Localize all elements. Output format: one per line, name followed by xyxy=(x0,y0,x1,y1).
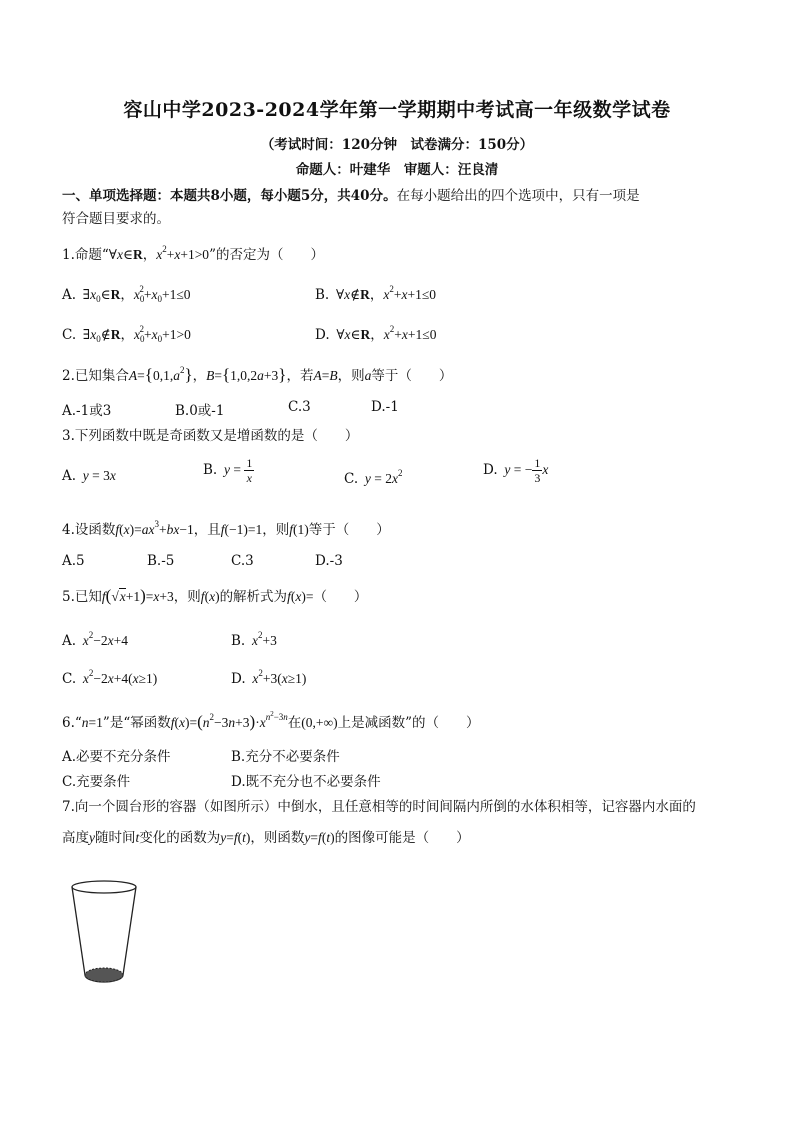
q5-prefix: 5.已知 xyxy=(62,589,102,605)
q2-then: ，则 xyxy=(337,368,365,384)
q5-mid: ，则 xyxy=(173,589,201,605)
q5-option-c: C. $x^2-2x+4(x\ge 1)$ xyxy=(62,668,158,687)
q3-option-c: C. $y = 2x^2$ xyxy=(344,468,403,487)
q1-option-c: C. $\exists x_0\notin R$，$x_0^2+x_0+1>0$ xyxy=(62,324,191,344)
option-label: A. xyxy=(62,468,77,484)
authors-line: 命题人：叶建华 审题人：汪良清 xyxy=(295,162,499,178)
q5-option-d: D. $x^2+3(x\ge 1)$ xyxy=(231,668,307,687)
q7-mid3: ，则函数 xyxy=(250,830,305,846)
q7-mid2: 变化的函数为 xyxy=(139,830,221,846)
q1-option-a: A. $\exists x_0\in R$，$x_0^2+x_0+1\le 0$ xyxy=(62,284,191,304)
q6-option-d: D.既不充分也不必要条件 xyxy=(231,774,381,790)
option-label: D. xyxy=(231,671,246,687)
q2-if: ，若 xyxy=(286,368,314,384)
q5-mid2: 的解析式为 xyxy=(219,589,288,605)
q5-option-a: A. $x^2-2x+4$ xyxy=(62,630,129,649)
q1-option-d: D. ∀x∈R，$x^2+x+1\le 0$ xyxy=(315,324,437,343)
q1-suffix: ”的否定为（ ） xyxy=(209,247,324,263)
section-heading xyxy=(62,184,640,204)
q2-option-a: A.-1或3 xyxy=(62,403,112,419)
q7-mid1: 随时间 xyxy=(95,830,136,846)
option-label: B. xyxy=(315,287,330,303)
section-instruction: 在每小题给出的四个选项中，只有一项是 xyxy=(396,188,640,204)
option-label: A. xyxy=(62,287,77,303)
q3-option-a: A. y = 3x xyxy=(62,468,116,484)
option-label: C. xyxy=(62,327,77,343)
option-label: C. xyxy=(344,471,359,487)
q6-option-c: C.充要条件 xyxy=(62,774,131,790)
option-label: C. xyxy=(62,671,77,687)
question-1-stem: 1.命题“∀x∈R，$x^2+x+1>0$”的否定为（ ） xyxy=(62,244,324,263)
q4-option-b: B.-5 xyxy=(147,553,175,569)
container-left-side xyxy=(72,887,85,975)
q2-option-d: D.-1 xyxy=(371,399,399,415)
q6-option-b: B.充分不必要条件 xyxy=(231,749,340,765)
q6-option-a: A.必要不充分条件 xyxy=(62,749,171,765)
question-4-stem: 4.设函数$f(x)=ax^3+bx-1$，且f(−1)=1，则f(1)等于（ ） xyxy=(62,519,390,538)
q4-mid2: ，则 xyxy=(262,522,290,538)
q7-suffix: 的图像可能是（ ） xyxy=(334,830,470,846)
option-label: B. xyxy=(231,633,246,649)
q4-option-c: C.3 xyxy=(231,553,254,569)
q2-option-b: B.0或-1 xyxy=(175,403,225,419)
question-3-stem: 3.下列函数中既是奇函数又是增函数的是（ ） xyxy=(62,428,359,444)
q3-option-b: B. y = $\frac{1}{x}$ xyxy=(203,456,253,485)
q6-prefix: 6.“ xyxy=(62,715,82,731)
question-2-stem: 2.已知集合$A=\{0,1,a^2\}$，B={1,0,2a+3}，若A=B，则a等于（ ） xyxy=(62,365,453,384)
q3-option-d: D. y = − $\frac{1}{3}$ x xyxy=(483,456,549,485)
container-right-side xyxy=(123,887,136,975)
q4-option-a: A.5 xyxy=(62,553,85,569)
option-label: B. xyxy=(203,462,218,478)
q4-prefix: 4.设函数 xyxy=(62,522,116,538)
question-7-line1: 7.向一个圆台形的容器（如图所示）中倒水，且任意相等的时间间隔内所倒的水体积相等，记容器内水面的 xyxy=(62,799,696,815)
option-label: A. xyxy=(62,633,77,649)
section-title: 一、单项选择题：本题共8小题，每小题5分，共40分。 xyxy=(62,188,397,204)
q1-prefix: 1.命题“ xyxy=(62,247,109,263)
q6-mid2: 在 xyxy=(287,715,302,731)
exam-info: （考试时间：120分钟 试卷满分：150分） xyxy=(260,137,534,153)
container-rim xyxy=(72,881,136,893)
section-instruction-2: 符合题目要求的。 xyxy=(62,211,170,227)
q4-suffix: 等于（ ） xyxy=(308,522,390,538)
q4-mid1: ，且 xyxy=(193,522,221,538)
q7-prefix: 高度 xyxy=(62,830,89,846)
frustum-container-figure xyxy=(66,878,142,988)
question-6-stem: 6.“n=1”是“幂函数$f(x)=(n^2-3n+3)\cdot x^{n^2-3n}$在(0,+∞)上是减函数”的（ ） xyxy=(62,710,480,731)
q5-suffix: （ ） xyxy=(313,589,368,605)
option-label: D. xyxy=(483,462,498,478)
page-title: 容山中学2023-2024学年第一学期期中考试高一年级数学试卷 xyxy=(123,99,671,121)
question-5-stem: 5.已知f(√x+1)=x+3，则f(x)的解析式为f(x)=（ ） xyxy=(62,586,368,605)
container-base xyxy=(85,968,123,982)
q6-mid3: 上是减函数”的（ ） xyxy=(337,715,480,731)
q6-mid1: ”是“幂函数 xyxy=(102,715,171,731)
option-label: D. xyxy=(315,327,330,343)
q2-suffix: 等于（ ） xyxy=(371,368,453,384)
q2-prefix: 2.已知集合 xyxy=(62,368,129,384)
q1-option-b: B. ∀x∉R，$x^2+x+1\le 0$ xyxy=(315,284,437,303)
q2-option-c: C.3 xyxy=(288,399,311,415)
q5-option-b: B. $x^2+3$ xyxy=(231,630,277,649)
q4-option-d: D.-3 xyxy=(315,553,343,569)
question-7-line2: 高度y随时间t变化的函数为y=f(t)，则函数y=f(t)的图像可能是（ ） xyxy=(62,830,470,846)
